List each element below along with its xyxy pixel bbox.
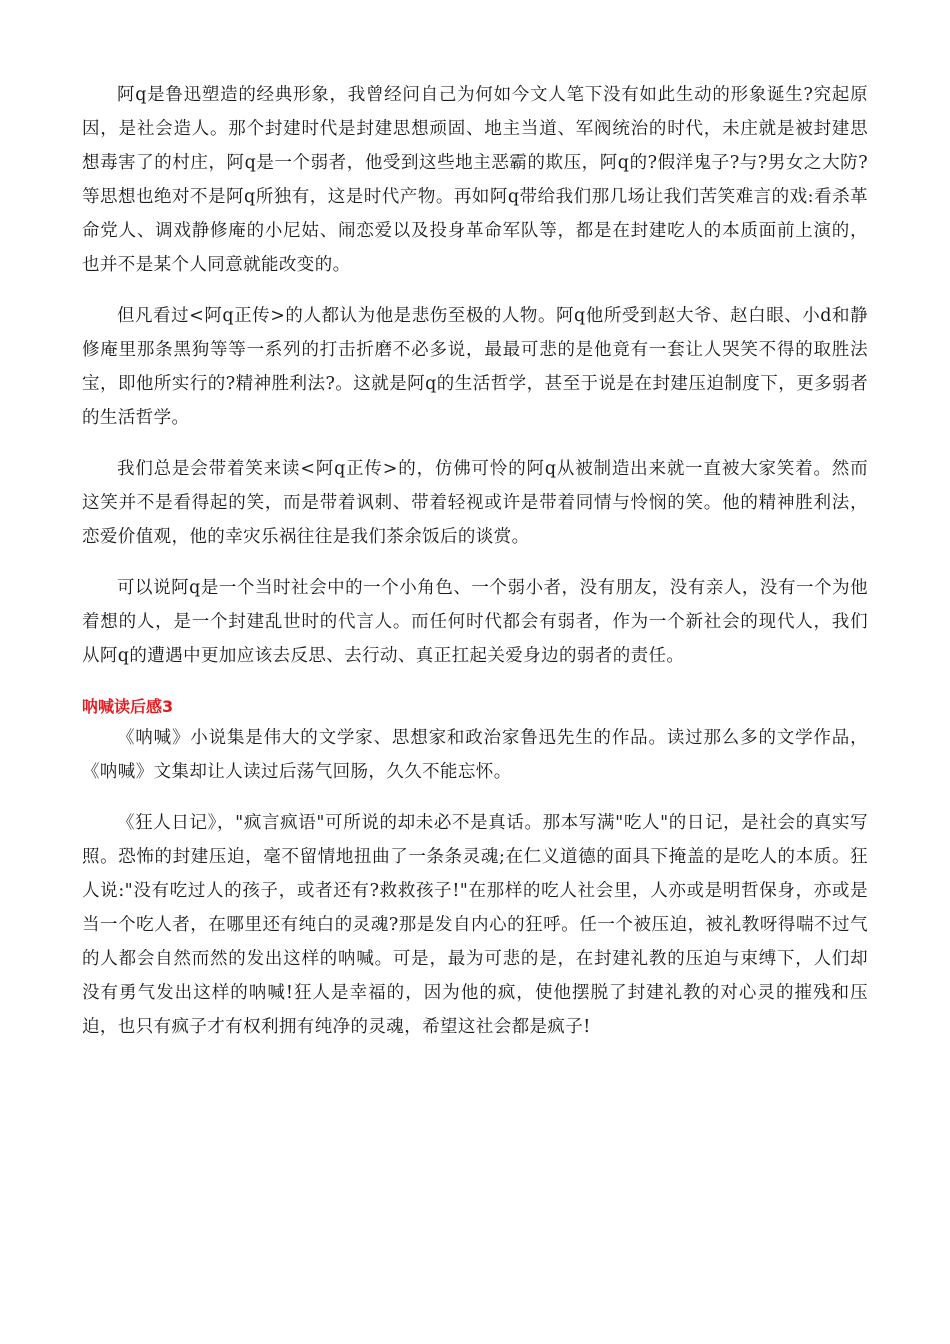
section-heading: 呐喊读后感3 xyxy=(82,697,174,716)
paragraph-aq-image: 阿q是鲁迅塑造的经典形象，我曾经问自己为何如今文人笔下没有如此生动的形象诞生?究起原因，是社会造人。那个封建时代是封建思想顽固、地主当道、军阀统治的时代，未庄就是被封建思想毒害了的村庄，阿q是一个弱者，他受到这些地主恶霸的欺压，阿q的?假洋鬼子?与?男女之大防?等思想也绝对不是阿q所独有，这是时代产物。再如阿q带给我们那几场让我们苦笑难言的戏:看杀革命党人、调戏静修庵的小尼姑、闹恋爱以及投身革命军队等，都是在封建吃人的本质面前上演的，也并不是某个人同意就能改变的。 xyxy=(82,85,868,275)
document-page xyxy=(82,78,868,1044)
paragraph-aq-reflection: 可以说阿q是一个当时社会中的一个小角色、一个弱小者，没有朋友，没有亲人，没有一个为他着想的人，是一个封建乱世时的代言人。而任何时代都会有弱者，作为一个新社会的现代人，我们从阿q的遭遇中更加应该去反思、去行动、真正扛起关爱身边的弱者的责任。 xyxy=(82,578,868,666)
paragraph-aq-laughter: 我们总是会带着笑来读<阿q正传>的，仿佛可怜的阿q从被制造出来就一直被大家笑着。然而这笑并不是看得起的笑，而是带着讽刺、带着轻视或许是带着同情与怜悯的笑。他的精神胜利法，恋爱价值观，他的幸灾乐祸往往是我们茶余饭后的谈赏。 xyxy=(82,459,868,547)
paragraph-nahan-intro: 《呐喊》小说集是伟大的文学家、思想家和政治家鲁迅先生的作品。读过那么多的文学作品，《呐喊》文集却让人读过后荡气回肠，久久不能忘怀。 xyxy=(82,728,868,782)
paragraph-madman-diary: 《狂人日记》，"疯言疯语"可所说的却未必不是真话。那本写满"吃人"的日记，是社会的真实写照。恐怖的封建压迫，毫不留情地扭曲了一条条灵魂;在仁义道德的面具下掩盖的是吃人的本质。狂人说:"没有吃过人的孩子，或者还有?救救孩子!"在那样的吃人社会里，人亦或是明哲保身，亦或是当一个吃人者，在哪里还有纯白的灵魂?那是发自内心的狂呼。任一个被压迫，被礼教呀得喘不过气的人都会自然而然的发出这样的呐喊。可是，最为可悲的是，在封建礼教的压迫与束缚下，人们却没有勇气发出这样的呐喊!狂人是幸福的，因为他的疯，使他摆脱了封建礼教的对心灵的摧残和压迫，也只有疯子才有权利拥有纯净的灵魂，希望这社会都是疯子! xyxy=(82,813,868,1037)
paragraph-aq-spiritual-victory: 但凡看过<阿q正传>的人都认为他是悲伤至极的人物。阿q他所受到赵大爷、赵白眼、小d和静修庵里那条黑狗等等一系列的打击折磨不必多说，最最可悲的是他竟有一套让人哭笑不得的取胜法宝，即他所实行的?精神胜利法?。这就是阿q的生活哲学，甚至于说是在封建压迫制度下，更多弱者的生活哲学。 xyxy=(82,306,868,428)
